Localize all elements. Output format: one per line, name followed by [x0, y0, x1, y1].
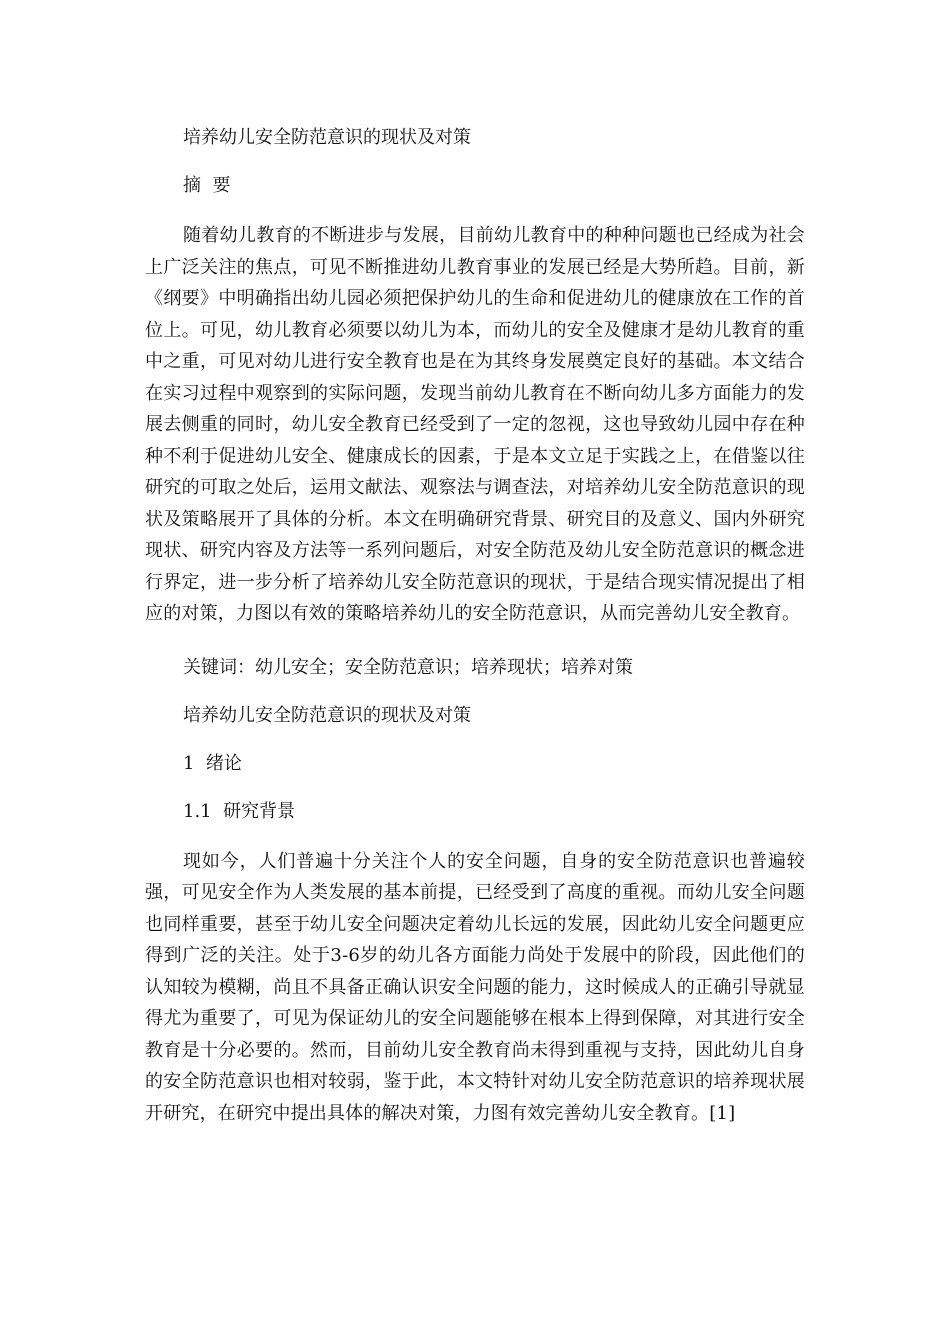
- section-heading: 1.1 研究背景: [183, 800, 296, 822]
- section-text: 现如今，人们普遍十分关注个人的安全问题，自身的安全防范意识也普遍较强，可见安全作为人类发展的基本前提，已经受到了高度的重视。而幼儿安全问题也同样重要，甚至于幼儿安全问题决定着幼儿长远的发展，因此幼儿安全问题更应得到广泛的关注。处于3-6岁的幼儿各方面能力尚处于发展中的阶段，因此他们的认知较为模糊，尚且不具备正确认识安全问题的能力，这时候成人的正确引导就显得尤为重要了，可见为保证幼儿的安全问题能够在根本上得到保障，对其进行安全教育是十分必要的。然而，目前幼儿安全教育尚未得到重视与支持，因此幼儿自身的安全防范意识也相对较弱，鉴于此，本文特针对幼儿安全防范意识的培养现状展开研究，在研究中提出具体的解决对策，力图有效完善幼儿安全教育。[1]: [145, 850, 805, 1124]
- abstract-text: 随着幼儿教育的不断进步与发展，目前幼儿教育中的种种问题也已经成为社会上广泛关注的焦点，可见不断推进幼儿教育事业的发展已经是大势所趋。目前，新《纲要》中明确指出幼儿园必须把保护幼儿的生命和促进幼儿的健康放在工作的首位上。可见，幼儿教育必须要以幼儿为本，而幼儿的安全及健康才是幼儿教育的重中之重，可见对幼儿进行安全教育也是在为其终身发展奠定良好的基础。本文结合在实习过程中观察到的实际问题，发现当前幼儿教育在不断向幼儿多方面能力的发展去侧重的同时，幼儿安全教育已经受到了一定的忽视，这也导致幼儿园中存在种种不利于促进幼儿安全、健康成长的因素，于是本文立足于实践之上，在借鉴以往研究的可取之处后，运用文献法、观察法与调查法，对培养幼儿安全防范意识的现状及策略展开了具体的分析。本文在明确研究背景、研究目的及意义、国内外研究现状、研究内容及方法等一系列问题后，对安全防范及幼儿安全防范意识的概念进行界定，进一步分析了培养幼儿安全防范意识的现状，于是结合现实情况提出了相应的对策，力图以有效的策略培养幼儿的安全防范意识，从而完善幼儿安全教育。: [145, 225, 805, 624]
- body-title: 培养幼儿安全防范意识的现状及对策: [183, 704, 471, 726]
- chapter-heading: 1 绪论: [183, 752, 242, 774]
- abstract-heading: 摘 要: [183, 175, 231, 196]
- document-title: 培养幼儿安全防范意识的现状及对策: [183, 127, 471, 148]
- keywords: 关键词：幼儿安全；安全防范意识；培养现状；培养对策: [183, 656, 633, 678]
- document-page: [145, 120, 805, 1129]
